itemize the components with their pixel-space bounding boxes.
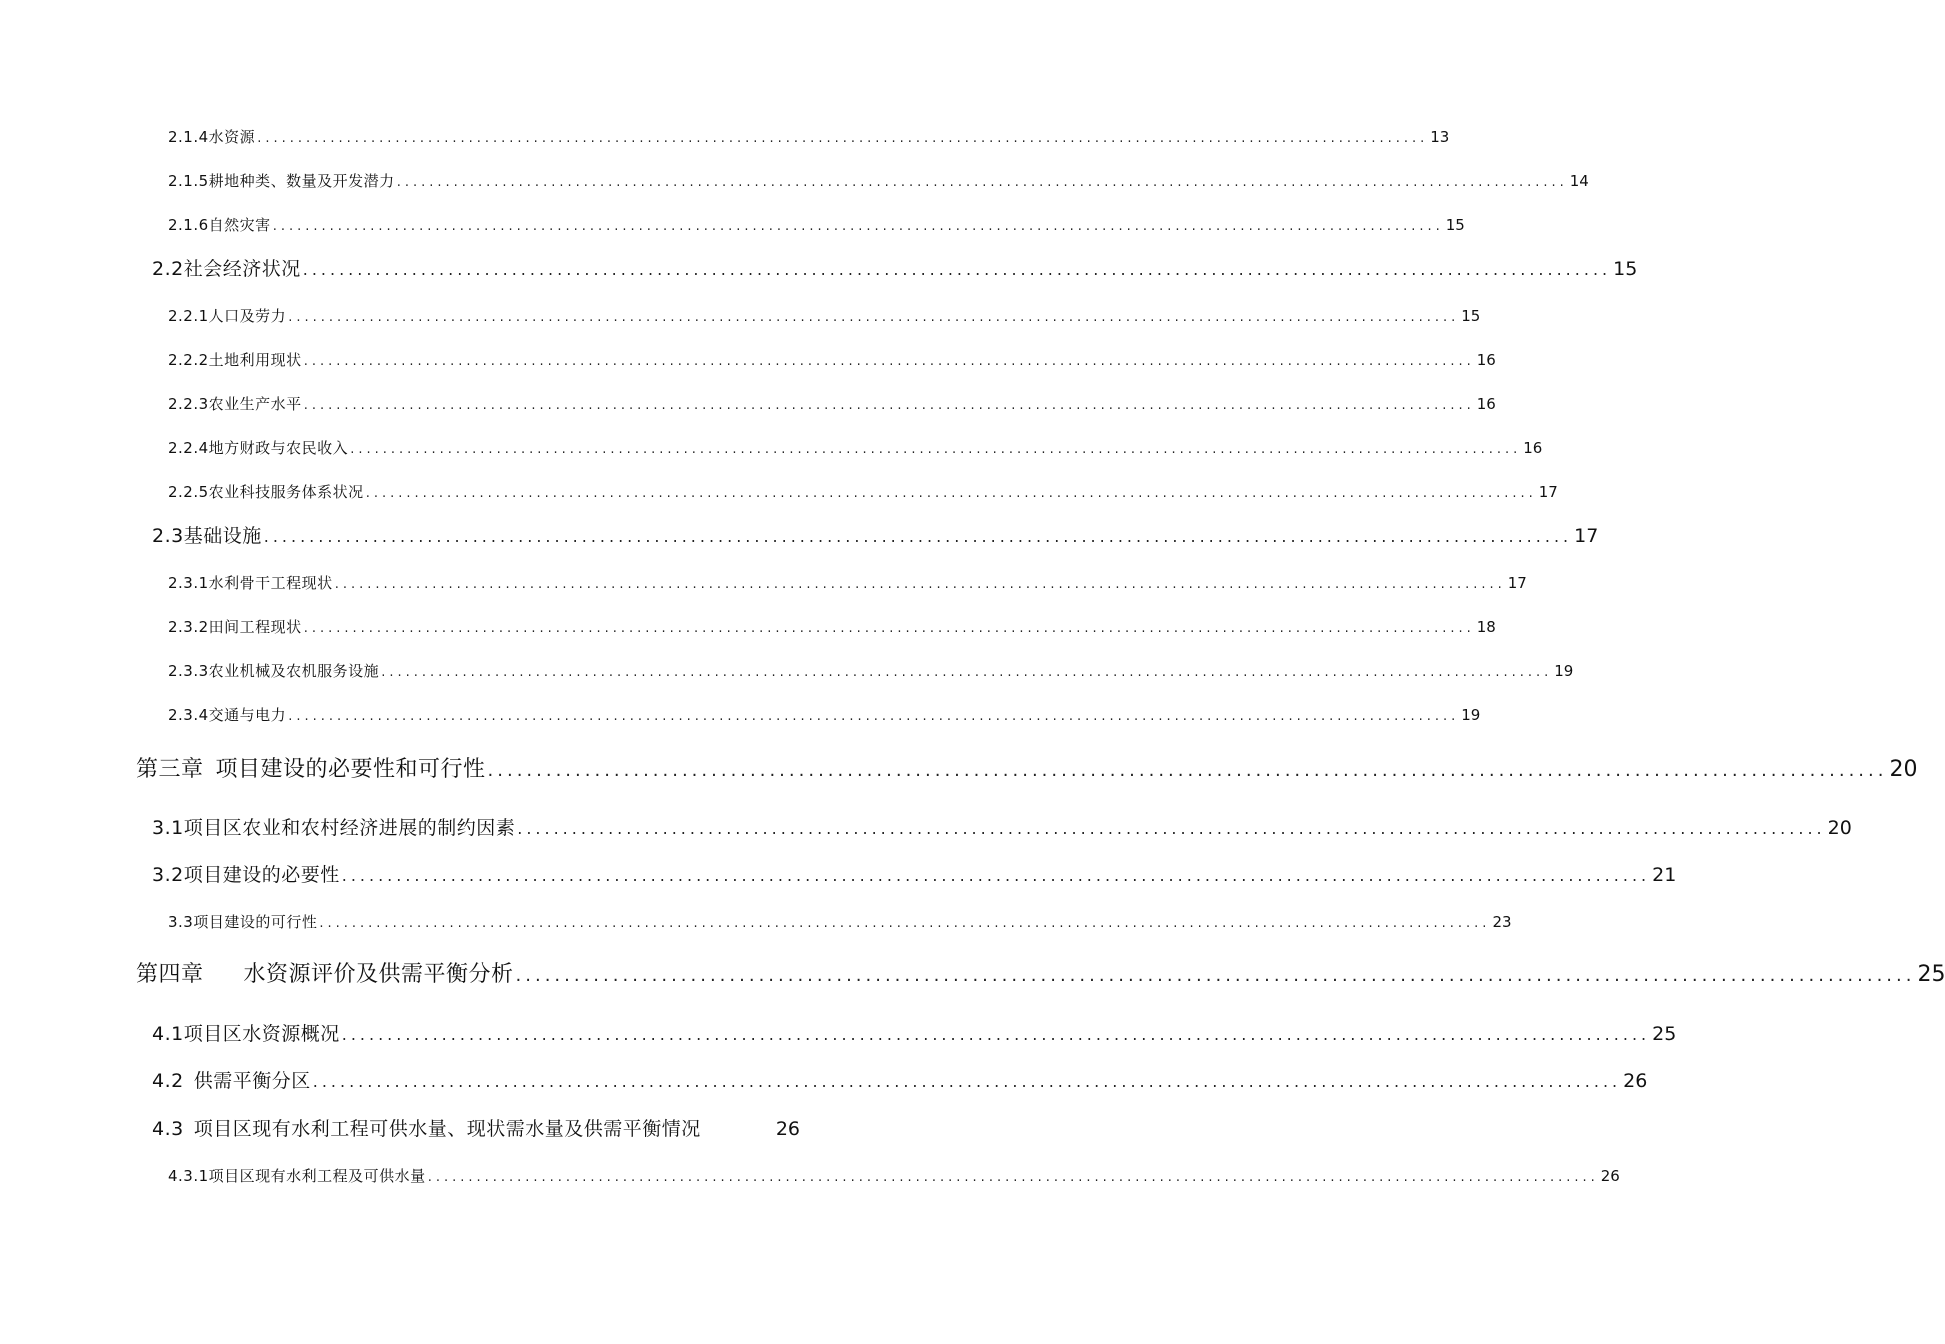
toc-entry-number: 2.3 (152, 525, 184, 547)
toc-entry-title: 田间工程现状 (208, 618, 302, 636)
toc-entry-title: 项目建设的可行性 (193, 913, 318, 931)
toc-leader: ................................................................................................................................................ (487, 760, 1888, 781)
toc-entry-page: 16 (1523, 439, 1543, 457)
toc-entry-number: 2.3.3 (168, 662, 209, 680)
toc-chapter-entry[interactable] (136, 755, 1918, 785)
toc-entry-title: 项目区现有水利工程可供水量、现状需水量及供需平衡情况 (193, 1118, 701, 1140)
toc-leader: ................................................................................................................................................ (288, 310, 1460, 325)
toc-entry[interactable] (168, 912, 1512, 932)
toc-entry-title: 农业机械及农机服务设施 (208, 662, 380, 680)
toc-chapter-entry[interactable] (136, 960, 1945, 990)
toc-entry[interactable] (168, 394, 1496, 414)
toc-entry-number: 3.1 (152, 817, 184, 839)
toc-entry-number: 2.2.4 (168, 439, 209, 457)
toc-entry[interactable] (152, 815, 1852, 841)
toc-entry[interactable] (168, 350, 1496, 370)
toc-entry[interactable] (168, 1166, 1620, 1186)
toc-leader: ................................................................................................................................................ (515, 965, 1916, 986)
toc-entry[interactable] (152, 523, 1599, 549)
toc-entry[interactable] (152, 256, 1638, 282)
toc-leader: ................................................................................................................................................ (341, 866, 1651, 885)
toc-entry[interactable] (152, 1116, 800, 1142)
toc-entry-page: 26 (1600, 1167, 1620, 1185)
toc-leader: ................................................................................................................................................ (319, 916, 1491, 931)
toc-entry-page: 21 (1652, 864, 1677, 886)
toc-entry[interactable] (168, 306, 1481, 326)
toc-entry-number: 2.1.4 (168, 128, 209, 146)
toc-entry[interactable] (152, 1068, 1648, 1094)
toc-entry-number: 2.3.4 (168, 706, 209, 724)
toc-entry-title: 农业生产水平 (208, 395, 302, 413)
toc-leader: ................................................................................................................................................ (303, 398, 1475, 413)
toc-entry-page: 13 (1430, 128, 1450, 146)
toc-entry-number: 4.3.1 (168, 1167, 209, 1185)
toc-leader: ................................................................................................................................................ (396, 175, 1568, 190)
toc-chapter-number: 第四章 (136, 962, 204, 987)
toc-entry[interactable] (168, 215, 1465, 235)
toc-entry-page: 17 (1574, 525, 1599, 547)
toc-entry[interactable] (168, 705, 1481, 725)
toc-leader: ................................................................................................................................................ (302, 260, 1612, 279)
toc-entry-title: 项目建设的必要性和可行性 (215, 757, 486, 782)
toc-entry-title: 农业科技服务体系状况 (208, 483, 364, 501)
toc-leader: ................................................................................................................................................ (312, 1072, 1622, 1091)
toc-entry-title: 人口及劳力 (208, 307, 287, 325)
toc-entry-title: 供需平衡分区 (193, 1070, 311, 1092)
toc-entry-page: 19 (1461, 706, 1481, 724)
toc-entry-page: 16 (1476, 351, 1496, 369)
toc-entry-number: 2.3.1 (168, 574, 209, 592)
toc-entry-number: 3.2 (152, 864, 184, 886)
toc-entry-title: 水利骨干工程现状 (208, 574, 333, 592)
toc-entry[interactable] (168, 438, 1543, 458)
toc-entry-page: 14 (1569, 172, 1589, 190)
toc-entry-number: 4.1 (152, 1023, 184, 1045)
toc-leader: ................................................................................................................................................ (365, 486, 1537, 501)
toc-entry[interactable] (168, 127, 1450, 147)
toc-leader: ................................................................................................................................................ (303, 621, 1475, 636)
toc-entry-title: 项目建设的必要性 (183, 864, 340, 886)
toc-entry-page: 15 (1445, 216, 1465, 234)
toc-leader: ................................................................................................................................................ (341, 1025, 1651, 1044)
toc-entry-page: 20 (1889, 757, 1918, 782)
toc-entry[interactable] (168, 573, 1527, 593)
toc-leader: ................................................................................................................................................ (257, 131, 1429, 146)
toc-entry-page: 25 (1917, 962, 1945, 987)
toc-leader: ................................................................................................................................................ (427, 1170, 1599, 1185)
toc-leader: ................................................................................................................................................ (288, 709, 1460, 724)
toc-entry[interactable] (168, 617, 1496, 637)
toc-entry-title: 基础设施 (183, 525, 262, 547)
toc-entry-page: 16 (1476, 395, 1496, 413)
toc-entry-title: 交通与电力 (208, 706, 287, 724)
toc-leader: ................................................................................................................................................ (334, 577, 1506, 592)
toc-entry-title: 自然灾害 (208, 216, 271, 234)
toc-entry-page: 26 (775, 1118, 800, 1140)
toc-entry-title: 项目区水资源概况 (183, 1023, 340, 1045)
toc-entry-page: 15 (1613, 258, 1638, 280)
toc-chapter-number: 第三章 (136, 757, 204, 782)
toc-entry-number: 2.2 (152, 258, 184, 280)
toc-entry-title: 土地利用现状 (208, 351, 302, 369)
toc-entry-page: 18 (1476, 618, 1496, 636)
toc-entry-title: 社会经济状况 (183, 258, 301, 280)
toc-entry-number: 2.2.2 (168, 351, 209, 369)
toc-entry[interactable] (152, 1021, 1677, 1047)
toc-entry-number: 3.3 (168, 913, 194, 931)
toc-leader: ................................................................................................................................................ (303, 354, 1475, 369)
toc-entry[interactable] (168, 482, 1558, 502)
toc-leader: ................................................................................................................................................ (263, 527, 1573, 546)
toc-leader: ................................................................................................................................................ (350, 442, 1522, 457)
toc-entry-page: 17 (1507, 574, 1527, 592)
toc-entry-number: 2.2.5 (168, 483, 209, 501)
toc-entry-page: 19 (1554, 662, 1574, 680)
toc-entry-title: 地方财政与农民收入 (208, 439, 349, 457)
toc-entry-number: 2.2.1 (168, 307, 209, 325)
toc-entry-title: 水资源 (208, 128, 256, 146)
toc-entry-number: 4.2 (152, 1070, 184, 1092)
toc-entry-page: 26 (1623, 1070, 1648, 1092)
toc-entry-number: 2.2.3 (168, 395, 209, 413)
toc-leader: ................................................................................................................................................ (381, 665, 1553, 680)
toc-entry[interactable] (168, 661, 1574, 681)
toc-entry-page: 25 (1652, 1023, 1677, 1045)
toc-entry-page: 20 (1827, 817, 1852, 839)
toc-entry[interactable] (152, 862, 1677, 888)
toc-entry-number: 2.3.2 (168, 618, 209, 636)
toc-entry-page: 15 (1461, 307, 1481, 325)
toc-leader: ................................................................................................................................................ (517, 819, 1826, 838)
toc-entry-title: 水资源评价及供需平衡分析 (243, 962, 514, 987)
toc-entry[interactable] (168, 171, 1589, 191)
toc-entry-number: 4.3 (152, 1118, 184, 1140)
toc-entry-number: 2.1.5 (168, 172, 209, 190)
toc-entry-title: 项目区现有水利工程及可供水量 (208, 1167, 426, 1185)
toc-entry-number: 2.1.6 (168, 216, 209, 234)
toc-entry-page: 17 (1538, 483, 1558, 501)
toc-leader: ................................................................................................................................................ (272, 219, 1444, 234)
toc-entry-title: 耕地种类、数量及开发潜力 (208, 172, 395, 190)
toc-entry-title: 项目区农业和农村经济进展的制约因素 (183, 817, 516, 839)
toc-entry-page: 23 (1492, 913, 1512, 931)
